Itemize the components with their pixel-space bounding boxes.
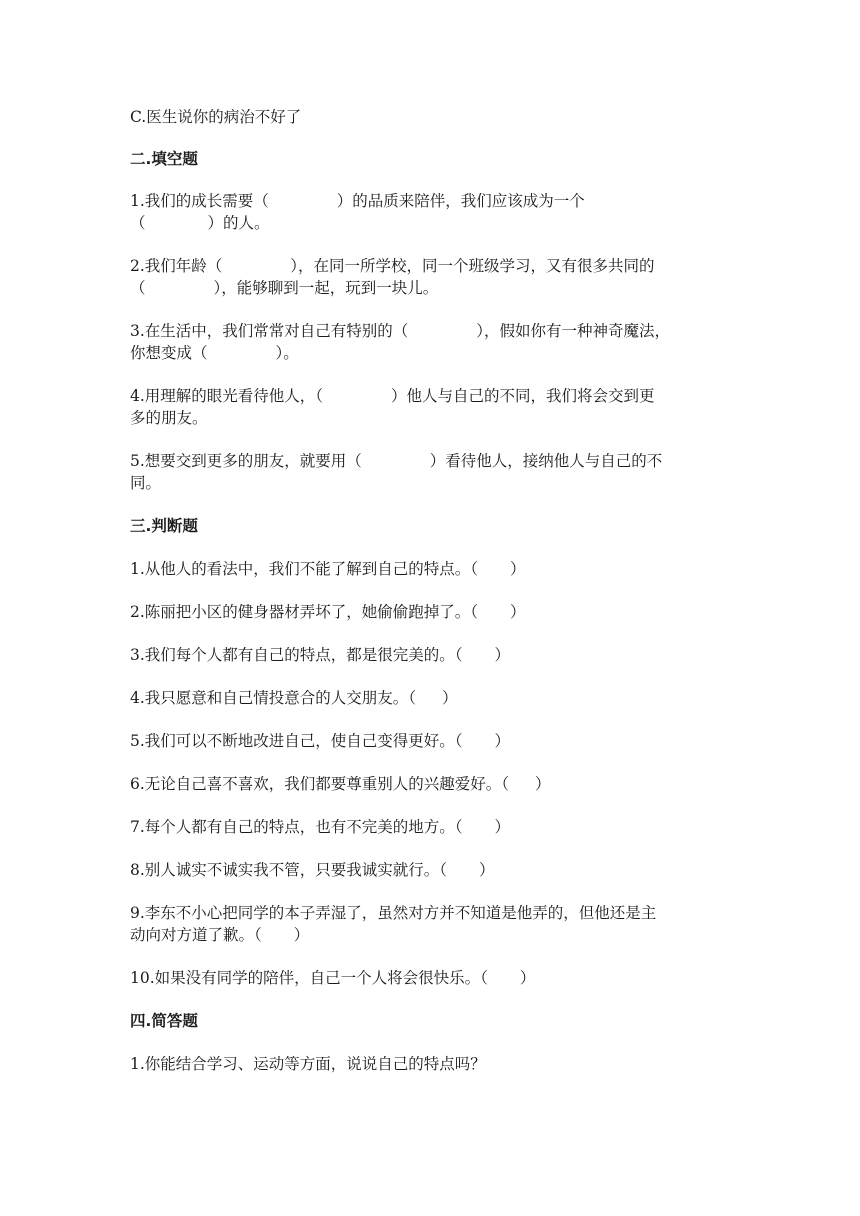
fill-q4-line1: 4.用理解的眼光看待他人，（ ）他人与自己的不同，我们将会交到更 [130, 387, 655, 405]
fill-q5-line2: 同。 [130, 474, 162, 492]
section-heading-short: 四.简答题 [130, 1012, 198, 1030]
fill-q2-line2: （ ），能够聊到一起，玩到一块儿。 [130, 279, 439, 297]
judge-item-3: 3.我们每个人都有自己的特点，都是很完美的。（ ） [130, 646, 511, 664]
fill-q5-line1: 5.想要交到更多的朋友，就要用（ ）看待他人，接纳他人与自己的不 [130, 452, 663, 470]
judge-item-9-line1: 9.李东不小心把同学的本子弄湿了，虽然对方并不知道是他弄的，但他还是主 [130, 904, 657, 922]
fill-q3-line2: 你想变成（ ）。 [130, 344, 299, 362]
judge-item-7: 7.每个人都有自己的特点，也有不完美的地方。（ ） [130, 818, 511, 836]
judge-item-5: 5.我们可以不断地改进自己，使自己变得更好。（ ） [130, 732, 511, 750]
judge-item-9-line2: 动向对方道了歉。（ ） [130, 926, 310, 944]
short-q1: 1.你能结合学习、运动等方面，说说自己的特点吗？ [130, 1055, 486, 1073]
judge-item-8: 8.别人诚实不诚实我不管，只要我诚实就行。（ ） [130, 861, 495, 879]
section-heading-judge: 三.判断题 [130, 517, 198, 535]
fill-q1-line2: （ ）的人。 [130, 214, 270, 232]
fill-q4-line2: 多的朋友。 [130, 409, 208, 427]
judge-item-2: 2.陈丽把小区的健身器材弄坏了，她偷偷跑掉了。（ ） [130, 603, 526, 621]
section-heading-fill: 二.填空题 [130, 150, 198, 168]
judge-item-4: 4.我只愿意和自己情投意合的人交朋友。（ ） [130, 689, 458, 707]
option-c: C.医生说你的病治不好了 [130, 108, 302, 126]
fill-q2-line1: 2.我们年龄（ ），在同一所学校，同一个班级学习，又有很多共同的 [130, 257, 655, 275]
judge-item-6: 6.无论自己喜不喜欢，我们都要尊重别人的兴趣爱好。（ ） [130, 775, 551, 793]
fill-q3-line1: 3.在生活中，我们常常对自己有特别的（ ），假如你有一种神奇魔法， [130, 322, 671, 340]
judge-item-10: 10.如果没有同学的陪伴，自己一个人将会很快乐。（ ） [130, 969, 536, 987]
fill-q1-line1: 1.我们的成长需要（ ）的品质来陪伴，我们应该成为一个 [130, 192, 585, 210]
judge-item-1: 1.从他人的看法中，我们不能了解到自己的特点。（ ） [130, 560, 526, 578]
